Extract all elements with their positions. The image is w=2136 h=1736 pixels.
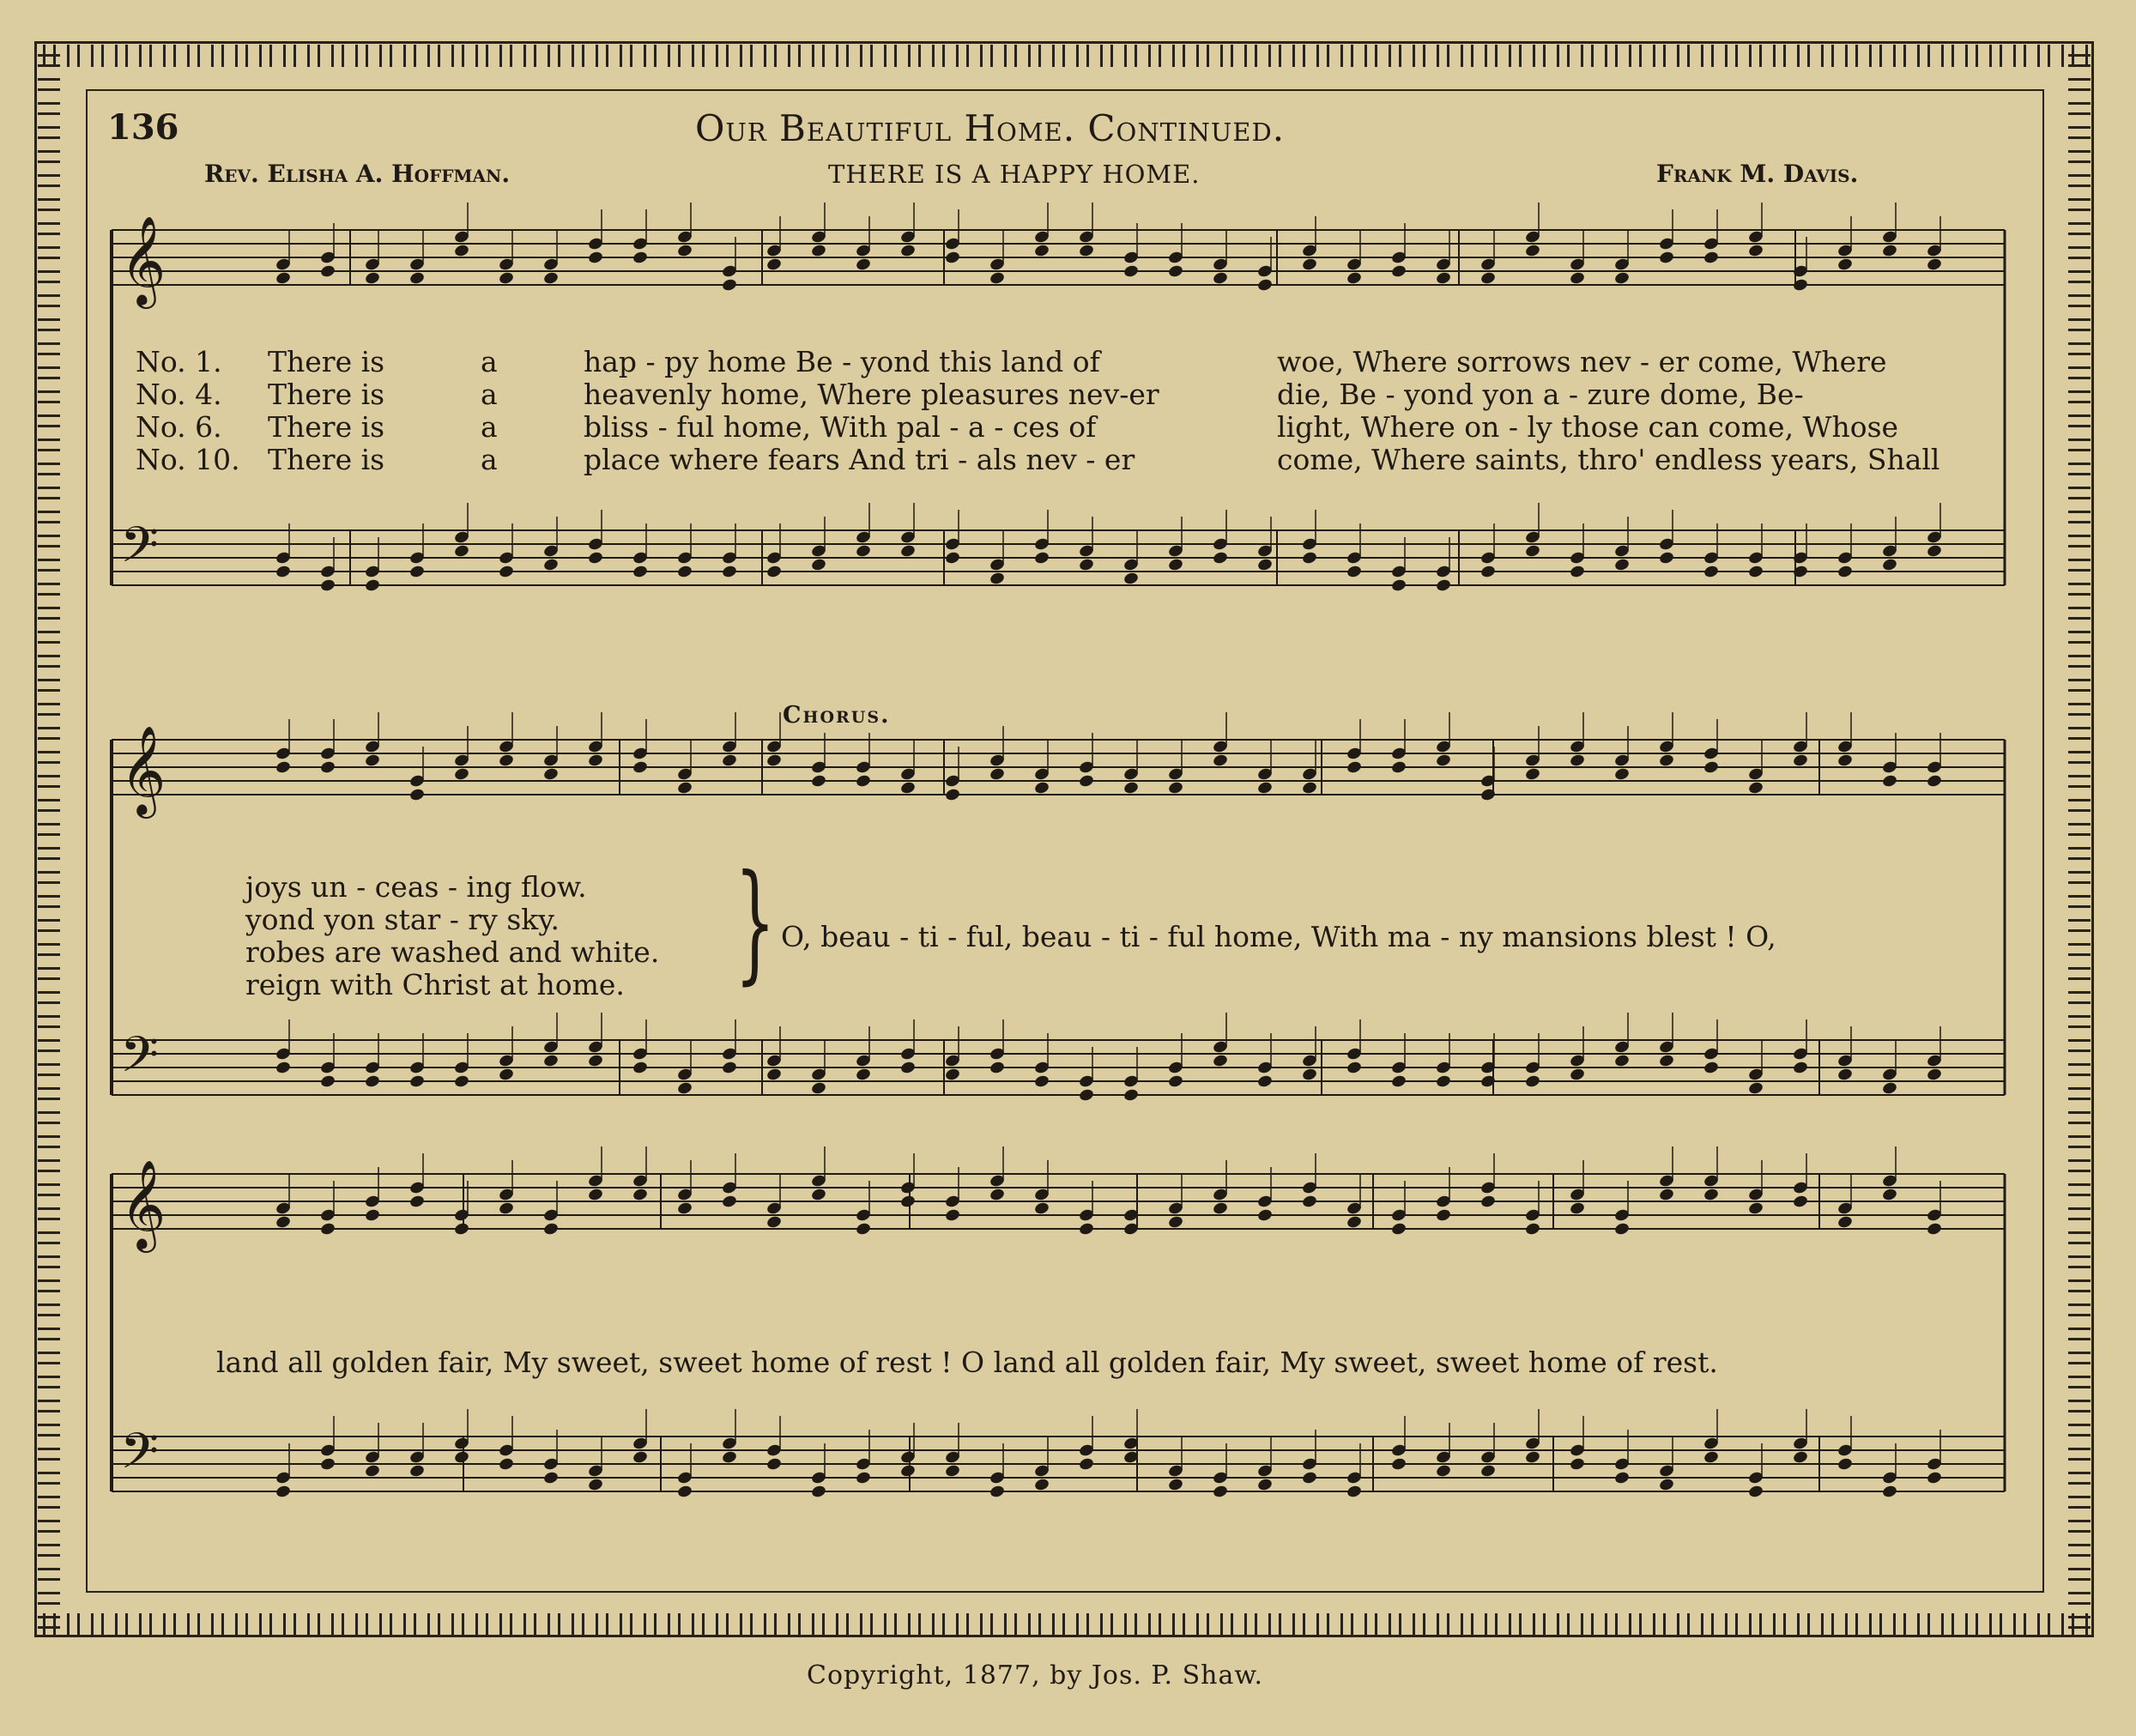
note-head (944, 1464, 960, 1479)
note-head (1167, 558, 1183, 572)
note-head (989, 572, 1005, 586)
note-head (1346, 565, 1362, 579)
note-head (498, 1201, 514, 1216)
note-head (1747, 1201, 1764, 1216)
note-head (1613, 1054, 1630, 1068)
note-head (1658, 251, 1674, 265)
lyric-segment: There is (268, 345, 385, 378)
note-head (1212, 753, 1228, 768)
note-head (1881, 1081, 1897, 1096)
note-head (1479, 1195, 1496, 1209)
note-head (1122, 781, 1139, 795)
note-head (632, 251, 648, 265)
note-head (855, 257, 871, 272)
note-head (1926, 1471, 1942, 1485)
note-head (1033, 551, 1050, 566)
note-head (1078, 1088, 1094, 1103)
lyric-segment: robes are washed and white. (245, 935, 660, 969)
note-head (1212, 1201, 1228, 1216)
note-head (364, 753, 380, 768)
lyric-segment: light, Where on - ly those can come, Whose (1277, 410, 1899, 444)
treble-clef-icon: 𝄞 (120, 215, 166, 305)
note-head (721, 565, 737, 579)
note-head (1256, 558, 1273, 572)
note-head (1346, 271, 1362, 286)
note-head (1212, 551, 1228, 566)
note-head (721, 753, 737, 768)
note-head (1836, 257, 1853, 272)
verse-number: No. 4. (136, 378, 222, 411)
note-head (408, 271, 425, 286)
note-head (1658, 551, 1674, 566)
note-head (632, 565, 648, 579)
note-head (1301, 1471, 1317, 1485)
note-head (498, 271, 514, 286)
note-head (989, 271, 1005, 286)
chorus-lyric: O, beau - ti - ful, beau - ti - ful home, With ma - ny mansions blest ! O, (781, 920, 1776, 953)
lyric-segment: a (481, 345, 498, 378)
note-head (1078, 558, 1094, 572)
copyright-notice: Copyright, 1877, by Jos. P. Shaw. (807, 1660, 1264, 1691)
note-head (676, 244, 693, 258)
note-head (1836, 1215, 1853, 1230)
note-head (1524, 1222, 1540, 1237)
note-head (765, 1457, 782, 1472)
note-head (1301, 781, 1317, 795)
note-head (1212, 1485, 1228, 1499)
note-head (364, 578, 380, 593)
lyric-segment: heavenly home, Where pleasures nev-er (584, 378, 1159, 411)
note-head (810, 774, 826, 789)
lyric-segment: a (481, 443, 498, 476)
note-head (587, 551, 603, 566)
note-head (1569, 753, 1585, 768)
lyric-segment: die, Be - yond yon a - zure dome, Be- (1277, 378, 1804, 411)
note-head (1078, 244, 1094, 258)
note-head (1569, 1068, 1585, 1082)
note-head (587, 753, 603, 768)
note-head (408, 565, 425, 579)
note-head (1881, 1485, 1897, 1499)
note-head (1346, 1485, 1362, 1499)
note-head (1435, 753, 1451, 768)
note-head (1479, 565, 1496, 579)
note-head (408, 788, 425, 802)
note-head (944, 1068, 960, 1082)
note-head (542, 558, 559, 572)
lyric-segment: There is (268, 378, 385, 411)
note-head (364, 1208, 380, 1223)
note-head (944, 251, 960, 265)
verse-number: No. 10. (136, 443, 240, 476)
note-head (453, 244, 469, 258)
note-head (1658, 753, 1674, 768)
note-head (1881, 1188, 1897, 1202)
note-head (1167, 1215, 1183, 1230)
note-head (1167, 264, 1183, 279)
note-head (721, 1061, 737, 1075)
note-head (275, 1215, 291, 1230)
note-head (676, 781, 693, 795)
note-head (542, 1222, 559, 1237)
verse-brace: } (735, 848, 776, 997)
note-head (498, 753, 514, 768)
note-head (1033, 244, 1050, 258)
note-head (275, 1061, 291, 1075)
lyric-segment: joys un - ceas - ing flow. (245, 870, 587, 904)
note-head (1524, 544, 1540, 559)
note-head (1122, 572, 1139, 586)
note-head (1836, 565, 1853, 579)
note-head (676, 1081, 693, 1096)
lyric-segment: hap - py home Be - yond this land of (584, 345, 1100, 378)
note-head (1703, 760, 1719, 775)
note-head (1613, 1471, 1630, 1485)
note-head (944, 551, 960, 566)
note-head (632, 1450, 648, 1465)
note-head (1658, 1478, 1674, 1492)
note-head (587, 1188, 603, 1202)
note-head (1301, 551, 1317, 566)
lyric-segment: place where fears And tri - als nev - er (584, 443, 1135, 476)
note-head (408, 1074, 425, 1089)
note-head (453, 1222, 469, 1237)
note-head (1747, 244, 1764, 258)
note-head (1212, 1054, 1228, 1068)
note-head (721, 1195, 737, 1209)
note-head (1613, 558, 1630, 572)
note-head (408, 1464, 425, 1479)
note-head (676, 565, 693, 579)
page-number: 136 (107, 107, 179, 148)
note-head (810, 244, 826, 258)
note-head (765, 257, 782, 272)
note-head (944, 788, 960, 802)
note-head (1078, 774, 1094, 789)
note-head (1301, 257, 1317, 272)
note-head (1390, 1074, 1407, 1089)
note-head (989, 767, 1005, 782)
note-head (810, 1081, 826, 1096)
note-head (989, 1061, 1005, 1075)
note-head (1435, 271, 1451, 286)
note-head (1256, 1478, 1273, 1492)
note-head (319, 578, 336, 593)
note-head (765, 1068, 782, 1082)
note-head (453, 1450, 469, 1465)
note-head (1792, 1450, 1808, 1465)
note-head (1926, 544, 1942, 559)
note-head (1301, 1068, 1317, 1082)
note-head (1435, 578, 1451, 593)
note-head (855, 1222, 871, 1237)
note-head (1926, 257, 1942, 272)
note-head (1569, 1457, 1585, 1472)
note-head (1256, 1074, 1273, 1089)
note-head (1881, 244, 1897, 258)
note-head (587, 251, 603, 265)
note-head (1524, 1450, 1540, 1465)
note-head (1078, 1222, 1094, 1237)
note-head (1167, 781, 1183, 795)
note-head (1122, 264, 1139, 279)
note-head (1256, 278, 1273, 293)
note-head (1301, 1195, 1317, 1209)
note-head (1792, 1195, 1808, 1209)
note-head (1747, 1485, 1764, 1499)
note-head (408, 1195, 425, 1209)
note-head (1836, 1068, 1853, 1082)
note-head (1346, 1215, 1362, 1230)
note-head (1435, 1074, 1451, 1089)
note-head (498, 1457, 514, 1472)
note-head (765, 1215, 782, 1230)
note-head (899, 244, 916, 258)
note-head (587, 1478, 603, 1492)
note-head (676, 1485, 693, 1499)
note-head (989, 1188, 1005, 1202)
note-head (899, 1195, 916, 1209)
note-head (275, 565, 291, 579)
note-head (542, 1054, 559, 1068)
note-head (1256, 781, 1273, 795)
lyric-segment: come, Where saints, thro' endless years, Shall (1277, 443, 1940, 476)
note-head (1926, 1068, 1942, 1082)
note-head (899, 1061, 916, 1075)
note-head (721, 1450, 737, 1465)
note-head (498, 1068, 514, 1082)
note-head (1569, 271, 1585, 286)
note-head (1926, 1222, 1942, 1237)
note-head (1792, 1061, 1808, 1075)
bass-clef-icon: 𝄢 (120, 1025, 160, 1096)
note-head (1703, 1188, 1719, 1202)
note-head (765, 753, 782, 768)
note-head (275, 1485, 291, 1499)
note-head (1524, 244, 1540, 258)
note-head (632, 760, 648, 775)
note-head (1435, 1464, 1451, 1479)
hymn-subtitle: THERE IS A HAPPY HOME. (828, 160, 1201, 189)
note-head (1390, 578, 1407, 593)
note-head (899, 544, 916, 559)
note-head (1569, 565, 1585, 579)
note-head (1212, 271, 1228, 286)
note-head (1658, 1188, 1674, 1202)
note-head (542, 767, 559, 782)
note-head (1747, 1081, 1764, 1096)
note-head (1524, 767, 1540, 782)
lyric-segment: There is (268, 443, 385, 476)
note-head (1836, 753, 1853, 768)
note-head (1747, 565, 1764, 579)
note-head (1390, 1457, 1407, 1472)
note-head (1167, 1478, 1183, 1492)
note-head (319, 1222, 336, 1237)
lyric-segment: reign with Christ at home. (245, 968, 625, 1001)
note-head (1390, 760, 1407, 775)
note-head (587, 1054, 603, 1068)
note-head (721, 278, 737, 293)
note-head (453, 1074, 469, 1089)
note-head (1881, 558, 1897, 572)
note-head (542, 1471, 559, 1485)
note-head (1033, 1074, 1050, 1089)
note-head (676, 1201, 693, 1216)
lyric-segment: bliss - ful home, With pal - a - ces of (584, 410, 1097, 444)
note-head (855, 774, 871, 789)
lyric-segment: a (481, 410, 498, 444)
note-head (855, 544, 871, 559)
lyric-segment: yond yon star - ry sky. (245, 903, 560, 936)
note-head (1747, 781, 1764, 795)
page-title: Our Beautiful Home. Continued. (695, 107, 1286, 149)
note-head (810, 558, 826, 572)
note-head (1613, 271, 1630, 286)
note-head (542, 271, 559, 286)
note-head (899, 1464, 916, 1479)
note-head (319, 1457, 336, 1472)
note-head (632, 1188, 648, 1202)
note-head (1122, 1088, 1139, 1103)
note-head (855, 1068, 871, 1082)
bass-clef-icon: 𝄢 (120, 1422, 160, 1492)
note-head (1703, 565, 1719, 579)
note-head (1926, 774, 1942, 789)
composer-credit: Frank M. Davis. (1656, 160, 1859, 188)
note-head (1033, 781, 1050, 795)
note-head (1613, 767, 1630, 782)
note-head (1703, 251, 1719, 265)
note-head (1256, 1208, 1273, 1223)
note-head (1613, 1222, 1630, 1237)
note-head (810, 1485, 826, 1499)
note-head (1078, 1457, 1094, 1472)
note-head (319, 264, 336, 279)
note-head (1524, 1074, 1540, 1089)
treble-clef-icon: 𝄞 (120, 725, 166, 815)
note-head (989, 1485, 1005, 1499)
note-head (1033, 1201, 1050, 1216)
verse-number: No. 1. (136, 345, 222, 378)
note-head (275, 271, 291, 286)
note-head (944, 1208, 960, 1223)
note-head (1479, 1464, 1496, 1479)
note-head (1346, 1061, 1362, 1075)
note-head (1703, 1450, 1719, 1465)
note-head (632, 1061, 648, 1075)
note-head (364, 271, 380, 286)
bass-clef-icon: 𝄢 (120, 516, 160, 586)
chorus-label: Chorus. (783, 702, 891, 729)
lyric-segment: There is (268, 410, 385, 444)
note-head (1703, 1061, 1719, 1075)
note-head (453, 767, 469, 782)
note-head (453, 544, 469, 559)
lyric-segment: a (481, 378, 498, 411)
author-credit: Rev. Elisha A. Hoffman. (204, 160, 511, 188)
note-head (364, 1464, 380, 1479)
note-head (1479, 271, 1496, 286)
note-head (364, 1074, 380, 1089)
note-head (899, 781, 916, 795)
note-head (1033, 1478, 1050, 1492)
note-head (1569, 1201, 1585, 1216)
note-head (1836, 1457, 1853, 1472)
note-head (765, 565, 782, 579)
note-head (275, 760, 291, 775)
note-head (319, 1074, 336, 1089)
note-head (810, 1188, 826, 1202)
chorus-lyric: land all golden fair, My sweet, sweet home of rest ! O land all golden fair, My sweet, sweet home of rest. (216, 1346, 1718, 1379)
note-head (1346, 760, 1362, 775)
lyric-segment: woe, Where sorrows nev - er come, Where (1277, 345, 1887, 378)
note-head (1435, 1208, 1451, 1223)
note-head (498, 565, 514, 579)
note-head (855, 1471, 871, 1485)
note-head (1792, 753, 1808, 768)
verse-number: No. 6. (136, 410, 222, 444)
note-head (1390, 264, 1407, 279)
note-head (319, 760, 336, 775)
note-head (1167, 1074, 1183, 1089)
treble-clef-icon: 𝄞 (120, 1159, 166, 1249)
note-head (1881, 774, 1897, 789)
note-head (1390, 1222, 1407, 1237)
note-head (1658, 1054, 1674, 1068)
